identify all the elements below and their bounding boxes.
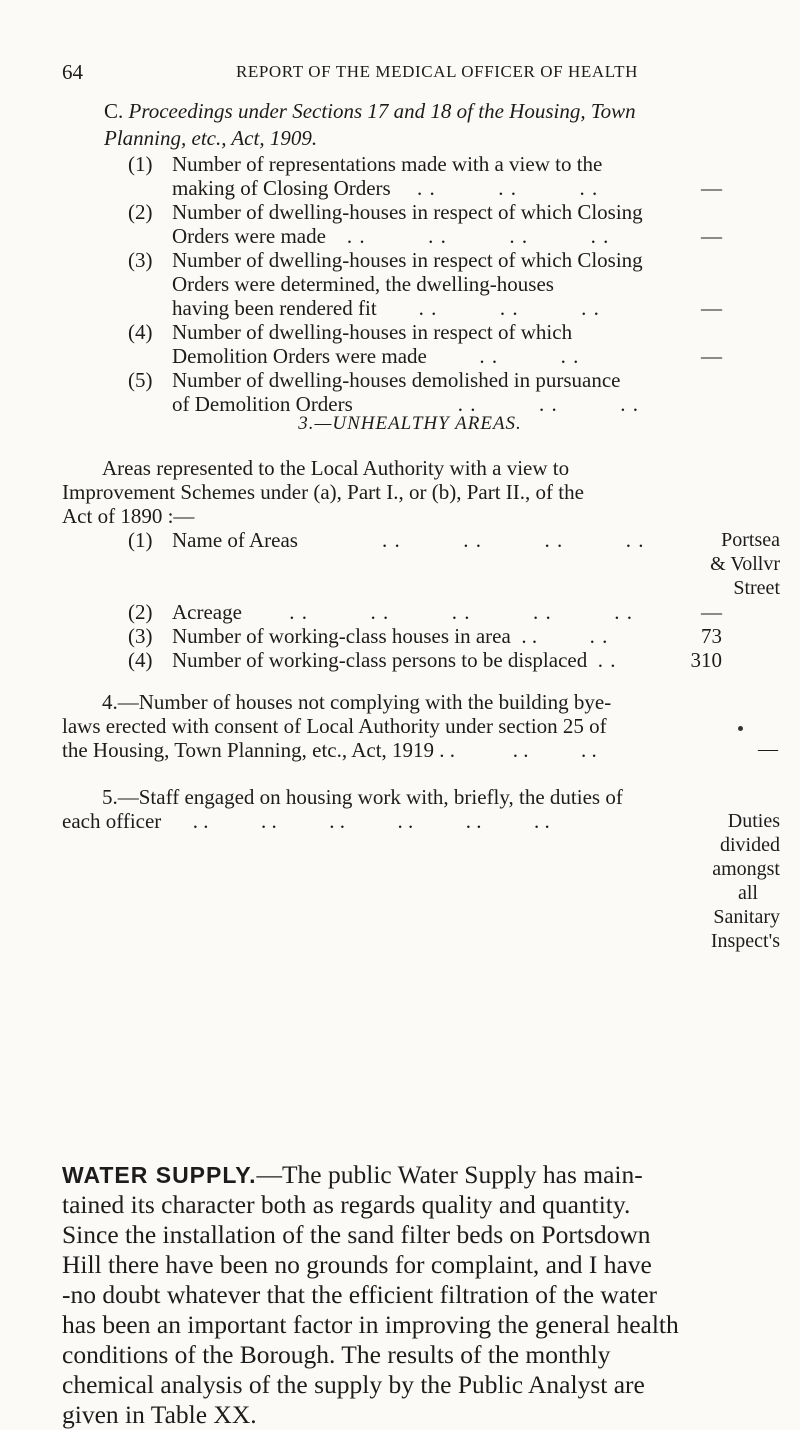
item-value: — xyxy=(701,296,722,320)
item-text: having been rendered fit xyxy=(172,296,377,320)
item-value: — xyxy=(701,344,722,368)
item-number: (2) xyxy=(128,200,153,224)
section-4-line3 xyxy=(62,738,752,762)
item-value: — xyxy=(701,176,722,200)
item-text: Number of dwelling-houses in respect of which Closing xyxy=(172,200,643,224)
item-text: Number of dwelling-houses demolished in pursuance xyxy=(172,368,621,392)
leader-dots: . . . . . . . . . . xyxy=(289,600,633,624)
section-5-line1: 5.—Staff engaged on housing work with, briefly, the duties of xyxy=(102,785,623,809)
value-line: divided xyxy=(720,834,780,856)
item-text: Number of representations made with a view to the xyxy=(172,152,603,176)
item-text: Acreage xyxy=(172,600,242,624)
paragraph-line: has been an important factor in improving the general health xyxy=(62,1310,679,1339)
section-5-value xyxy=(660,809,780,953)
paragraph-line: Since the installation of the sand filter beds on Portsdown xyxy=(62,1220,651,1249)
intro-line: Improvement Schemes under (a), Part I., or (b), Part II., of the xyxy=(62,480,584,504)
section-5-text: each officer xyxy=(62,809,162,833)
page-number: 64 xyxy=(62,60,83,84)
leader-dots: . . . . . . xyxy=(416,176,599,200)
section-3-heading: 3.—UNHEALTHY AREAS. xyxy=(298,413,522,434)
value-line: Portsea xyxy=(721,529,780,551)
item-value: — xyxy=(701,224,722,248)
leader-dots: . . xyxy=(597,648,617,672)
section-5-line2 xyxy=(62,809,682,833)
value-line: Street xyxy=(733,577,780,599)
leader-dots: . . . . xyxy=(512,738,597,762)
section-4-line2: laws erected with consent of Local Authority under section 25 of xyxy=(62,714,607,738)
item-text: Orders were made xyxy=(172,224,326,248)
item-value: 73 xyxy=(701,624,722,648)
item-text: making of Closing Orders xyxy=(172,176,391,200)
value-line: Duties xyxy=(727,810,780,832)
section-3-intro xyxy=(102,456,742,480)
item-value: 310 xyxy=(690,648,722,672)
section-4-value: — xyxy=(758,738,778,760)
paragraph-line: —The public Water Supply has main- xyxy=(256,1160,643,1189)
item-number: (2) xyxy=(128,600,153,624)
item-text: Name of Areas xyxy=(172,528,298,552)
paragraph-line: given in Table XX. xyxy=(62,1400,257,1429)
item-text: Demolition Orders were made xyxy=(172,344,427,368)
intro-line: Areas represented to the Local Authority with a view to xyxy=(102,456,570,480)
leader-dots: . . . . . . . . xyxy=(381,528,645,552)
water-supply-caption: WATER SUPPLY. xyxy=(62,1162,257,1188)
item-value: — xyxy=(701,600,722,624)
leader-dots: . . xyxy=(589,624,609,648)
item-number: (1) xyxy=(128,152,153,176)
running-head: REPORT OF THE MEDICAL OFFICER OF HEALTH xyxy=(235,62,639,81)
area-name-value xyxy=(690,528,780,600)
leader-dots: . . . . . . xyxy=(418,296,600,320)
section-c-lead: C. xyxy=(104,99,124,123)
section-3-intro-cont xyxy=(62,480,752,528)
item-number: (5) xyxy=(128,368,153,392)
value-line: amongst xyxy=(712,858,780,880)
leader-dots: . . . . . . . . . . . . xyxy=(192,809,550,833)
section-c-title-text: Proceedings under Sections 17 and 18 of the Housing, Town Planning, etc., Act, 1909. xyxy=(104,99,636,150)
value-line: & Vollvr xyxy=(710,553,780,575)
item-text: Number of working-class persons to be displaced xyxy=(172,648,588,672)
item-text: Number of dwelling-houses in respect of which Closing xyxy=(172,248,643,272)
item-text: Orders were determined, the dwelling-houses xyxy=(172,272,554,296)
item-number: (1) xyxy=(128,528,153,552)
leader-dots: . . . . . . . . xyxy=(346,224,610,248)
value-line: all xyxy=(738,882,758,904)
leader-dots: . . . . . . xyxy=(457,392,640,416)
paragraph-line: conditions of the Borough. The results of the monthly xyxy=(62,1340,611,1369)
print-speck xyxy=(738,726,743,731)
item-number: (4) xyxy=(128,320,153,344)
leader-dots: . . . . xyxy=(479,344,580,368)
item-text: Number of dwelling-houses in respect of which xyxy=(172,320,573,344)
value-line: Sanitary xyxy=(713,906,780,928)
item-number: (3) xyxy=(128,248,153,272)
section-4-text: the Housing, Town Planning, etc., Act, 1919 . . xyxy=(62,738,456,762)
item-number: (4) xyxy=(128,648,153,672)
paragraph-line: chemical analysis of the supply by the Public Analyst are xyxy=(62,1370,645,1399)
paragraph-line: -no doubt whatever that the efficient filtration of the water xyxy=(62,1280,658,1309)
water-supply-paragraph xyxy=(62,1160,750,1430)
section-c-title xyxy=(104,98,664,152)
paragraph-line: tained its character both as regards quality and quantity. xyxy=(62,1190,631,1219)
item-number: (3) xyxy=(128,624,153,648)
page-header xyxy=(62,60,742,88)
paragraph-line: Hill there have been no grounds for complaint, and I have xyxy=(62,1250,652,1279)
item-text: of Demolition Orders xyxy=(172,392,353,416)
section-4-line1: 4.—Number of houses not complying with the building bye- xyxy=(102,690,612,714)
value-line: Inspect's xyxy=(710,930,780,952)
intro-line: Act of 1890 :— xyxy=(62,504,195,528)
item-text: Number of working-class houses in area . . xyxy=(172,624,538,648)
